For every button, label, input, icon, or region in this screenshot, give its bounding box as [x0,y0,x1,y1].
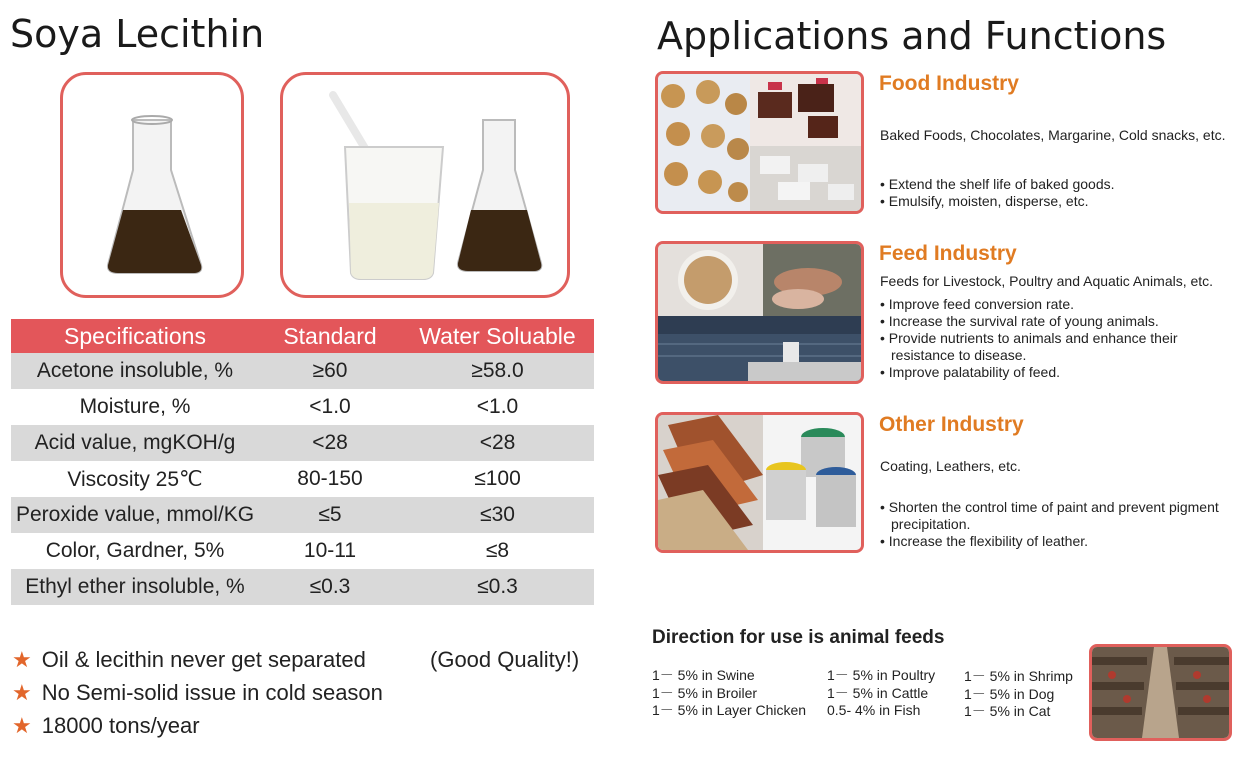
spec-cell: Peroxide value, mmol/KG [11,497,259,533]
header-standard: Standard [259,319,401,353]
table-row [11,533,594,569]
table-row [11,353,594,389]
spec-cell: Acetone insoluble, % [11,353,259,389]
dosage-item: 1－ 5% in Swine [652,667,755,683]
food-photo-collage [658,74,861,211]
header-specifications: Specifications [11,319,259,353]
direction-title: Direction for use is animal feeds [652,627,945,648]
bullet-item-continuation: resistance to disease. [891,347,1027,363]
other-industry-subtitle: Coating, Leathers, etc. [880,458,1021,474]
table-row [11,497,594,533]
dosage-column-1 [652,667,806,720]
standard-cell: ≤5 [259,497,401,533]
feed-photo-collage [658,244,861,381]
table-header-row [11,319,594,353]
water-soluable-cell: <28 [401,425,594,461]
dosage-item: 1－ 5% in Cattle [827,684,929,701]
dosage-item: 1－ 5% in Cat [964,703,1051,719]
bullet-item-continuation: precipitation. [891,516,971,532]
bullet-item: • Improve palatability of feed. [880,364,1060,380]
feature-item [12,713,200,739]
water-soluable-cell: <1.0 [401,389,594,425]
specifications-table [11,319,594,605]
table-row [11,461,594,497]
star-icon: ★ [12,680,32,705]
bullet-item: • Extend the shelf life of baked goods. [880,176,1115,192]
dosage-column-3 [964,668,1073,721]
table-row [11,425,594,461]
food-industry-photo [655,71,864,214]
bullet-item: • Improve feed conversion rate. [880,296,1074,312]
product-photo-flask [60,72,244,298]
feed-industry-subtitle: Feeds for Livestock, Poultry and Aquatic Animals, etc. [880,273,1214,289]
dosage-item: 1－ 5% in Shrimp [964,668,1073,684]
dosage-column-2 [827,667,935,720]
beaker-and-flask-image [283,75,567,295]
feature-text: 18000 tons/year [41,713,200,738]
flask-image [63,75,241,295]
other-photo-collage [658,415,861,550]
food-industry-bullets [880,176,1115,210]
water-soluable-cell: ≤8 [401,533,594,569]
water-soluable-cell: ≤0.3 [401,569,594,605]
feature-note: (Good Quality!) [430,647,580,672]
standard-cell: ≥60 [259,353,401,389]
dosage-item: 0.5- 4% in Fish [827,702,921,718]
table-row [11,389,594,425]
feature-text: Oil & lecithin never get separated [41,647,366,672]
other-industry-bullets [880,499,1219,550]
food-industry-title: Food Industry [879,72,1019,95]
page-title-soya-lecithin: Soya Lecithin [10,12,265,56]
spec-cell: Color, Gardner, 5% [11,533,259,569]
standard-cell: <28 [259,425,401,461]
bullet-item: • Shorten the control time of paint and prevent pigment [880,499,1219,515]
dosage-item: 1－ 5% in Poultry [827,667,936,683]
other-industry-title: Other Industry [879,413,1024,436]
spec-cell: Ethyl ether insoluble, % [11,569,259,605]
feature-item [12,680,383,706]
standard-cell: 10-11 [259,533,401,569]
star-icon: ★ [12,647,32,672]
star-icon: ★ [12,713,32,738]
feed-industry-title: Feed Industry [879,242,1017,265]
poultry-farm-photo [1089,644,1232,741]
other-industry-photo [655,412,864,553]
spec-cell: Moisture, % [11,389,259,425]
water-soluable-cell: ≥58.0 [401,353,594,389]
water-soluable-cell: ≤30 [401,497,594,533]
feed-industry-photo [655,241,864,384]
standard-cell: <1.0 [259,389,401,425]
water-soluable-cell: ≤100 [401,461,594,497]
product-photo-beaker-flask [280,72,570,298]
dosage-item: 1－ 5% in Dog [964,685,1055,702]
header-water-soluable: Water Soluable [401,319,594,353]
bullet-item: • Provide nutrients to animals and enhance their [880,330,1178,346]
spec-cell: Viscosity 25℃ [11,461,259,497]
spec-cell: Acid value, mgKOH/g [11,425,259,461]
feature-text: No Semi-solid issue in cold season [41,680,383,705]
table-row [11,569,594,605]
food-industry-subtitle: Baked Foods, Chocolates, Margarine, Cold snacks, etc. [880,127,1226,143]
standard-cell: 80-150 [259,461,401,497]
dosage-item: 1－ 5% in Broiler [652,684,758,701]
poultry-farm-image [1092,647,1229,738]
applications-title: Applications and Functions [657,14,1167,58]
feature-item [12,647,366,673]
bullet-item: • Emulsify, moisten, disperse, etc. [880,193,1089,209]
bullet-item: • Increase the flexibility of leather. [880,533,1089,549]
bullet-item: • Increase the survival rate of young animals. [880,313,1159,329]
standard-cell: ≤0.3 [259,569,401,605]
dosage-item: 1－ 5% in Layer Chicken [652,702,807,718]
feed-industry-bullets [880,296,1178,381]
